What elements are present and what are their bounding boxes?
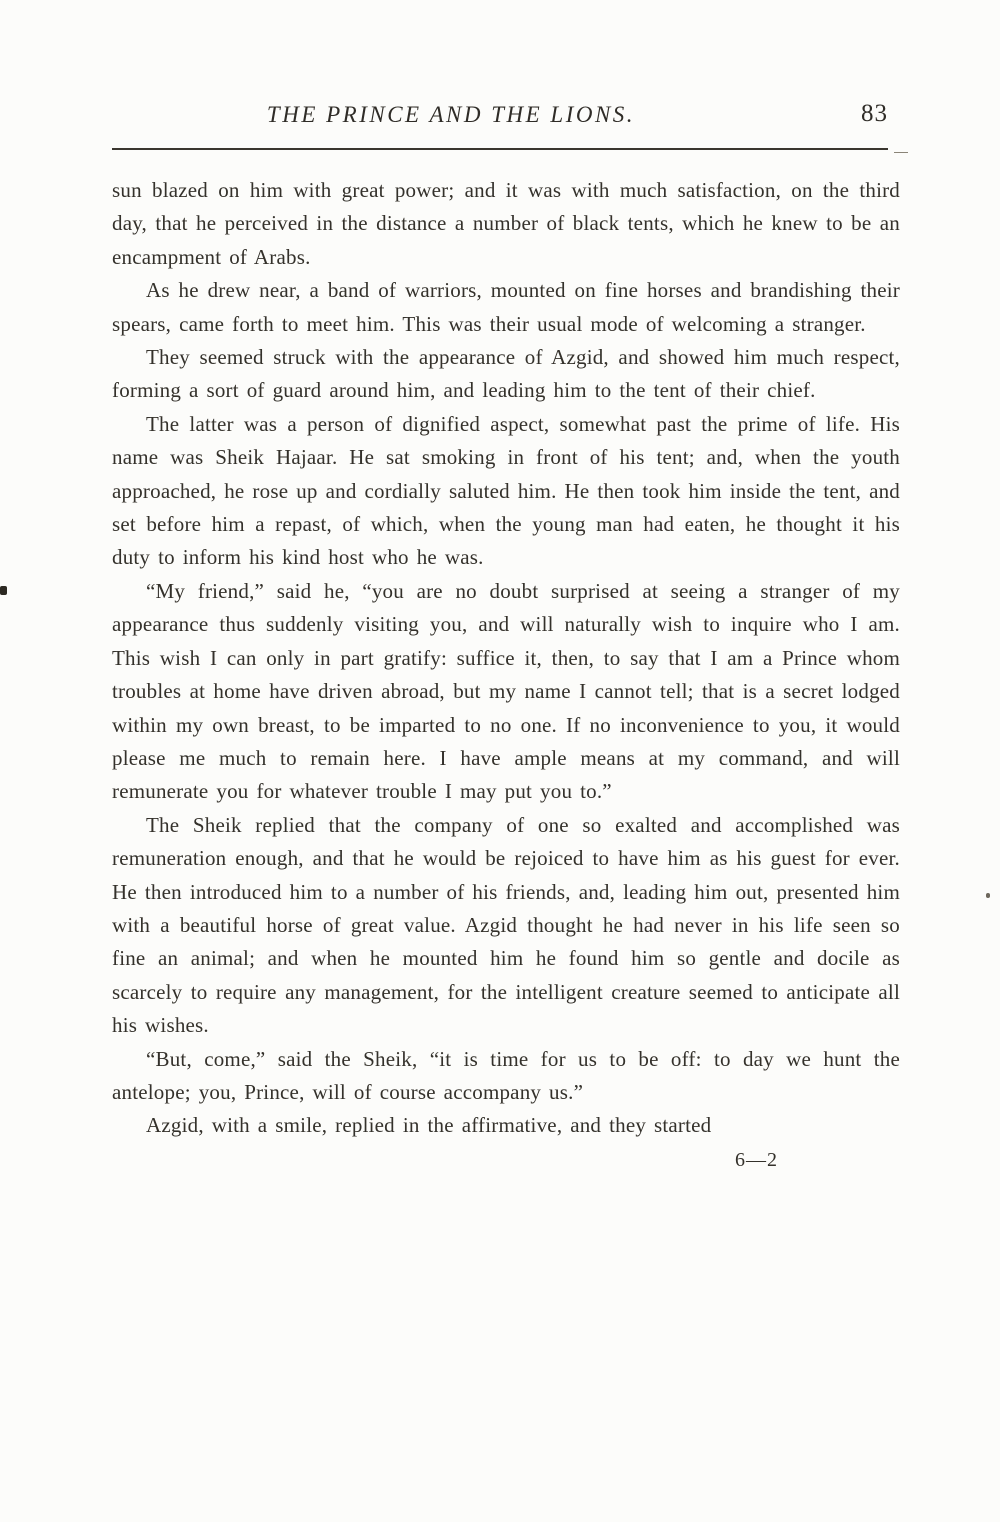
scan-artifact — [986, 893, 990, 898]
paragraph: They seemed struck with the appearance of Azgid, and showed him much respect, forming a sort of guard around him, and leading him to the tent of their chief. — [112, 345, 900, 403]
paragraph: Azgid, with a smile, replied in the affirmative, and they started — [146, 1113, 712, 1138]
header-rule-tick — [894, 152, 908, 153]
paragraph: The Sheik replied that the company of one so exalted and accomplished was remuneration enough, and that he would be rejoiced to have him as his guest for ever. He then introduced him to a number of his friends, and, leading him out, presented him with a beautiful horse of great value. Azgid thought he had never in his life seen so fine an animal; and when he mounted him he found him so gentle and docile as scarcely to require any management, for the intelligent creature seemed to anticipate all his wishes. — [112, 812, 900, 1038]
paragraph: The latter was a person of dignified aspect, somewhat past the prime of life. His name was Sheik Hajaar. He sat smoking in front of his tent; and, when the youth approached, he rose up and cordially saluted him. He then took him inside the tent, and set before him a repast, of which, when the young man had eaten, he thought it his duty to inform his kind host who he was. — [112, 411, 900, 570]
paragraph: sun blazed on him with great power; and it was with much satisfaction, on the third day, that he perceived in the distance a number of black tents, which he knew to be an encampment of Arabs. — [112, 178, 900, 269]
page-body — [112, 174, 900, 1143]
page-number: 83 — [861, 100, 888, 127]
header-rule — [112, 148, 888, 150]
signature-mark: 6—2 — [735, 1148, 778, 1171]
chapter-title: THE PRINCE AND THE LIONS. — [266, 102, 636, 127]
paragraph: “My friend,” said he, “you are no doubt surprised at seeing a stranger of my appearance thus suddenly visiting you, and will naturally wish to inquire who I am. This wish I can only in part gratify: suffice it, then, to say that I am a Prince whom troubles at home have driven abroad, but my name I cannot tell; that is a secret lodged within my own breast, to be imparted to no one. If no inconvenience to you, it would please me much to remain here. I have ample means at my command, and will remunerate you for whatever trouble I may put you to.” — [112, 578, 900, 804]
scan-artifact — [0, 586, 7, 595]
paragraph: As he drew near, a band of warriors, mounted on fine horses and brandishing their spears, came forth to meet him. This was their usual mode of welcoming a stranger. — [112, 278, 900, 336]
paragraph: “But, come,” said the Sheik, “it is time for us to be off: to day we hunt the antelope; you, Prince, will of course accompany us.” — [112, 1046, 900, 1104]
running-header — [112, 102, 900, 138]
